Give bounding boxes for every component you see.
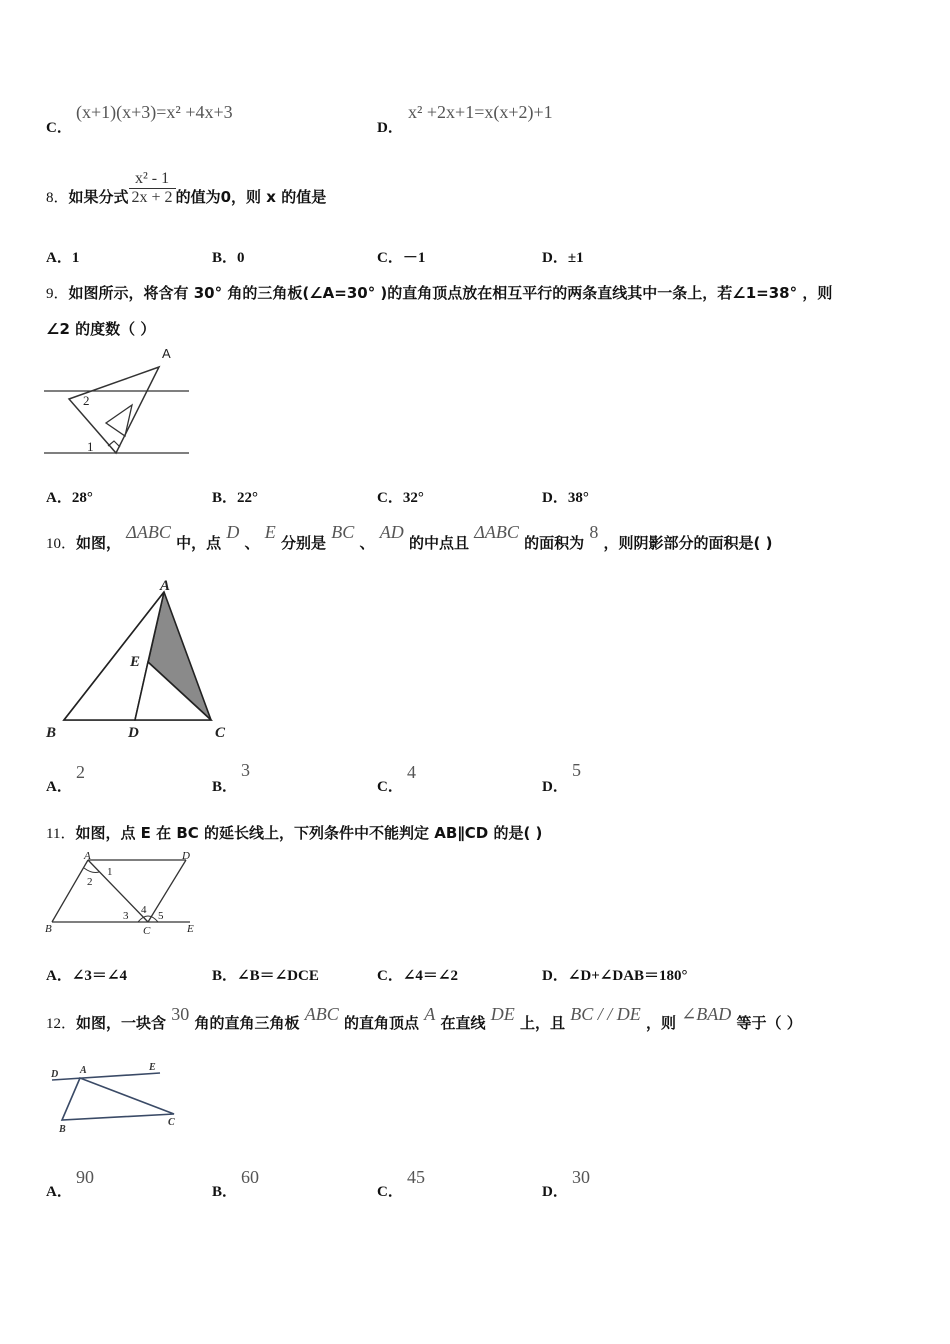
q8-fraction-numerator: x² - 1 (129, 170, 176, 189)
q8-option-a: A．1 (46, 250, 80, 266)
q10-label-d: D (128, 725, 139, 741)
q11-option-d: D．∠D+∠DAB＝180° (542, 968, 688, 984)
q8-fraction-denominator: 2x + 2 (131, 189, 173, 206)
q10-option-d-value: 5 (572, 760, 581, 780)
q8-fraction (129, 170, 176, 207)
q11-label-c: C (143, 925, 151, 937)
q10-figure (44, 574, 234, 746)
q12-option-c: C． (377, 1184, 403, 1200)
q11-label-1: 1 (107, 866, 113, 878)
q9-option-c: C．32° (377, 490, 424, 506)
q12-label-d: D (51, 1069, 59, 1080)
q10-label-a: A (160, 578, 171, 594)
q7-option-d-label: D． (377, 120, 403, 136)
q12-option-a-value: 90 (76, 1167, 94, 1187)
q10-option-a-value: 2 (76, 762, 85, 782)
q11-label-a: A (84, 850, 91, 862)
q8-number: 8． (46, 190, 69, 206)
q7-option-d-expression: x² +2x+1=x(x+2)+1 (408, 102, 553, 122)
q12-label-a: A (80, 1065, 87, 1076)
q11-label-3: 3 (123, 910, 129, 922)
q12-label-b: B (59, 1124, 66, 1135)
q12-label-e: E (149, 1062, 156, 1073)
q10-label-c: C (215, 725, 226, 741)
q11-figure (44, 848, 204, 938)
q8-option-d: D．±1 (542, 250, 584, 266)
q12-option-b-value: 60 (241, 1167, 259, 1187)
q11-stem: 11．如图，点 E 在 BC 的延长线上，下列条件中不能判定 AB∥CD 的是( ) (46, 824, 543, 842)
q7-option-c-label: C． (46, 120, 72, 136)
q10-option-c-value: 4 (407, 762, 416, 782)
q9-stem-line2: ∠2 的度数（ ） (46, 320, 156, 338)
q10-label-e: E (130, 654, 141, 670)
q8-stem (46, 170, 327, 207)
q9-figure (44, 342, 194, 462)
q9-option-d: D．38° (542, 490, 589, 506)
q11-option-b: B．∠B＝∠DCE (212, 968, 319, 984)
q11-label-2: 2 (87, 876, 93, 888)
q12-figure (48, 1058, 188, 1138)
q8-x: x (266, 188, 276, 206)
q11-label-4: 4 (141, 904, 147, 916)
q8-option-c: C．－1 (377, 250, 426, 266)
q9-stem-line1: 9．如图所示，将含有 30° 角的三角板(∠A=30° )的直角顶点放在相互平行的两条直线其中一条上，若∠1=38° ，则 (46, 284, 833, 302)
q8-text-a: 如果分式 (68, 188, 129, 206)
q8-option-b: B．0 (212, 250, 245, 266)
q7-option-c-expression: (x+1)(x+3)=x² +4x+3 (76, 102, 233, 122)
q11-label-e: E (187, 923, 194, 935)
q10-option-b: B． (212, 779, 238, 795)
q9-label-1: 1 (87, 439, 94, 454)
q12-option-a: A． (46, 1184, 72, 1200)
q11-label-b: B (45, 923, 52, 935)
q9-number: 9． (46, 286, 69, 302)
q8-text-b: 的值为 (175, 188, 221, 206)
q9-label-2: 2 (83, 393, 90, 408)
q8-text-c: ，则 (231, 188, 262, 206)
q11-label-5: 5 (158, 910, 164, 922)
q12-option-b: B． (212, 1184, 238, 1200)
q9-label-a: A (162, 346, 171, 361)
q12-option-d-value: 30 (572, 1167, 590, 1187)
q10-option-a: A． (46, 779, 72, 795)
q10-option-d: D． (542, 779, 568, 795)
q11-option-c: C．∠4＝∠2 (377, 968, 458, 984)
q9-option-b: B．22° (212, 490, 259, 506)
q8-zero: 0 (220, 188, 232, 206)
q12-option-c-value: 45 (407, 1167, 425, 1187)
q10-label-b: B (46, 725, 57, 741)
q12-option-d: D． (542, 1184, 568, 1200)
q11-option-a: A．∠3＝∠4 (46, 968, 127, 984)
q10-stem: 10．如图， ΔABC 中，点 D 、 E 分别是 BC 、 AD 的中点且 ΔABC 的面积为 8 ，则阴影部分的面积是( ) (46, 522, 773, 552)
q9-option-a: A．28° (46, 490, 93, 506)
q10-option-c: C． (377, 779, 403, 795)
q11-label-d: D (182, 850, 190, 862)
q8-text-d: 的值是 (281, 188, 327, 206)
q12-stem: 12．如图，一块含 30 角的直角三角板 ABC 的直角顶点 A 在直线 DE 上，且 BC / / DE ，则 ∠BAD 等于（ ） (46, 1004, 802, 1032)
q12-label-c: C (168, 1117, 175, 1128)
q10-option-b-value: 3 (241, 760, 250, 780)
